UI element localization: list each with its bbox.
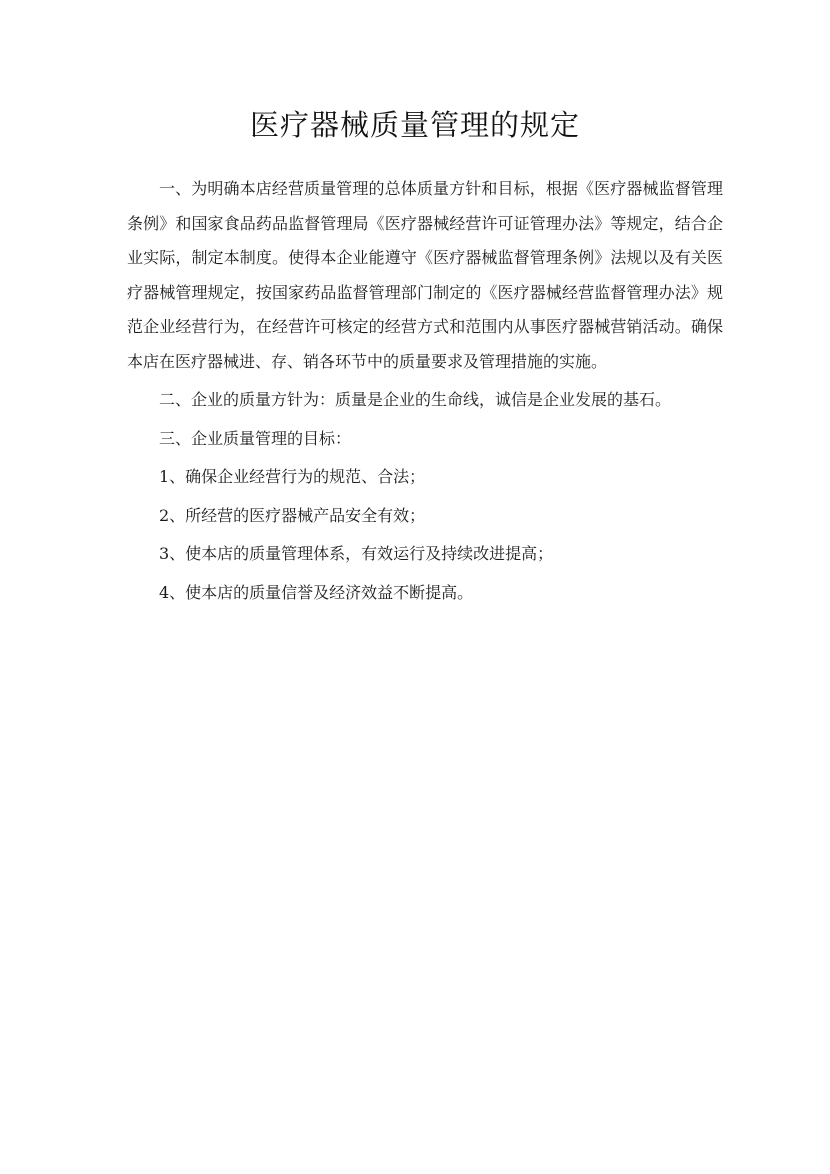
list-item-4: 4、使本店的质量信誉及经济效益不断提高。 xyxy=(159,582,474,602)
paragraph-2: 二、企业的质量方针为：质量是企业的生命线，诚信是企业发展的基石。 xyxy=(159,390,672,409)
list-item-2: 2、所经营的医疗器械产品安全有效； xyxy=(159,505,426,525)
document-body xyxy=(127,172,723,610)
list-item-3: 3、使本店的质量管理体系，有效运行及持续改进提高； xyxy=(159,544,554,563)
list-item-1: 1、确保企业经营行为的规范、合法； xyxy=(159,467,426,486)
paragraph-3: 三、企业质量管理的目标： xyxy=(159,428,352,448)
page-title: 医疗器械质量管理的规定 xyxy=(249,108,580,142)
paragraph-1: 一、为明确本店经营质量管理的总体质量方针和目标，根据《医疗器械监督管理条例》和国家食品药品监督管理局《医疗器械经营许可证管理办法》等规定，结合企业实际，制定本制度。使得本企业能遵守《医疗器械监督管理条例》法规以及有关医疗器械管理规定，按国家药品监督管理部门制定的《医疗器械经营监督管理办法》规范企业经营行为，在经营许可核定的经营方式和范围内从事医疗器械营销活动。确保本店在医疗器械进、存、销各环节中的质量要求及管理措施的实施。 xyxy=(127,179,723,371)
